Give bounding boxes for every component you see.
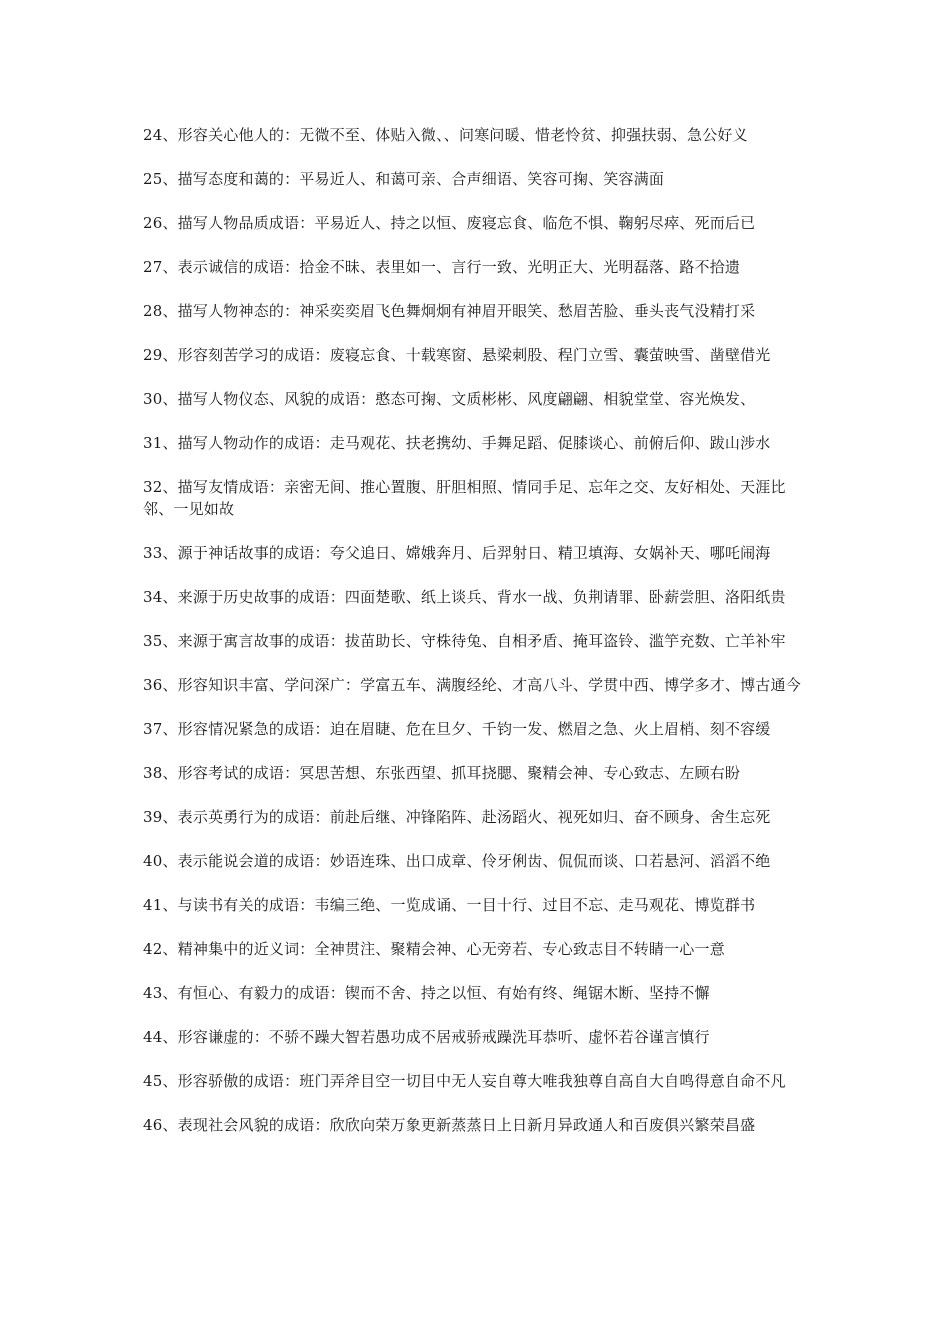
list-item: 34、来源于历史故事的成语：四面楚歌、纸上谈兵、背水一战、负荆请罪、卧薪尝胆、洛阳纸贵 (143, 588, 786, 606)
list-item: 28、描写人物神态的：神采奕奕眉飞色舞炯炯有神眉开眼笑、愁眉苦脸、垂头丧气没精打采 (143, 302, 756, 320)
list-item: 36、形容知识丰富、学问深广：学富五车、满腹经纶、才高八斗、学贯中西、博学多才、博古通今 (143, 676, 801, 694)
list-item: 29、形容刻苦学习的成语：废寝忘食、十载寒窗、悬梁刺股、程门立雪、囊萤映雪、凿壁借光 (143, 346, 771, 364)
list-item: 41、与读书有关的成语：韦编三绝、一览成诵、一目十行、过目不忘、走马观花、博览群书 (143, 896, 756, 914)
list-item: 44、形容谦虚的：不骄不躁大智若愚功成不居戒骄戒躁洗耳恭听、虚怀若谷谨言慎行 (143, 1028, 710, 1046)
list-item: 38、形容考试的成语：冥思苦想、东张西望、抓耳挠腮、聚精会神、专心致志、左顾右盼 (143, 764, 741, 782)
list-item: 43、有恒心、有毅力的成语：锲而不舍、持之以恒、有始有终、绳锯木断、坚持不懈 (143, 984, 710, 1002)
list-item: 27、表示诚信的成语：拾金不昧、表里如一、言行一致、光明正大、光明磊落、路不拾遗 (143, 258, 741, 276)
list-item: 35、来源于寓言故事的成语：拔苗助长、守株待兔、自相矛盾、掩耳盗铃、滥竽充数、亡羊补牢 (143, 632, 786, 650)
list-item: 26、描写人物品质成语：平易近人、持之以恒、废寝忘食、临危不惧、鞠躬尽瘁、死而后已 (143, 214, 756, 232)
list-item: 30、描写人物仪态、风貌的成语：憨态可掬、文质彬彬、风度翩翩、相貌堂堂、容光焕发、 (143, 390, 756, 408)
list-item: 45、形容骄傲的成语：班门弄斧目空一切目中无人妄自尊大唯我独尊自高自大自鸣得意自命不凡 (143, 1072, 786, 1090)
list-item: 24、形容关心他人的：无微不至、体贴入微、、问寒问暖、惜老怜贫、抑强扶弱、急公好义 (143, 126, 748, 144)
idiom-list (143, 124, 808, 1158)
list-item: 32、描写友情成语：亲密无间、推心置腹、肝胆相照、情同手足、忘年之交、友好相处、天涯比邻、一见如故 (143, 478, 786, 518)
list-item: 40、表示能说会道的成语：妙语连珠、出口成章、伶牙俐齿、侃侃而谈、口若悬河、滔滔不绝 (143, 852, 771, 870)
list-item: 39、表示英勇行为的成语：前赴后继、冲锋陷阵、赴汤蹈火、视死如归、奋不顾身、舍生忘死 (143, 808, 771, 826)
list-item: 31、描写人物动作的成语：走马观花、扶老携幼、手舞足蹈、促膝谈心、前俯后仰、跋山涉水 (143, 434, 771, 452)
list-item: 46、表现社会风貌的成语：欣欣向荣万象更新蒸蒸日上日新月异政通人和百废俱兴繁荣昌盛 (143, 1116, 756, 1134)
list-item: 42、精神集中的近义词：全神贯注、聚精会神、心无旁若、专心致志目不转睛一心一意 (143, 940, 725, 958)
list-item: 37、形容情况紧急的成语：迫在眉睫、危在旦夕、千钧一发、燃眉之急、火上眉梢、刻不容缓 (143, 720, 771, 738)
list-item: 33、源于神话故事的成语：夸父追日、嫦娥奔月、后羿射日、精卫填海、女娲补天、哪吒闹海 (143, 544, 771, 562)
list-item: 25、描写态度和蔼的：平易近人、和蔼可亲、合声细语、笑容可掬、笑容满面 (143, 170, 665, 188)
